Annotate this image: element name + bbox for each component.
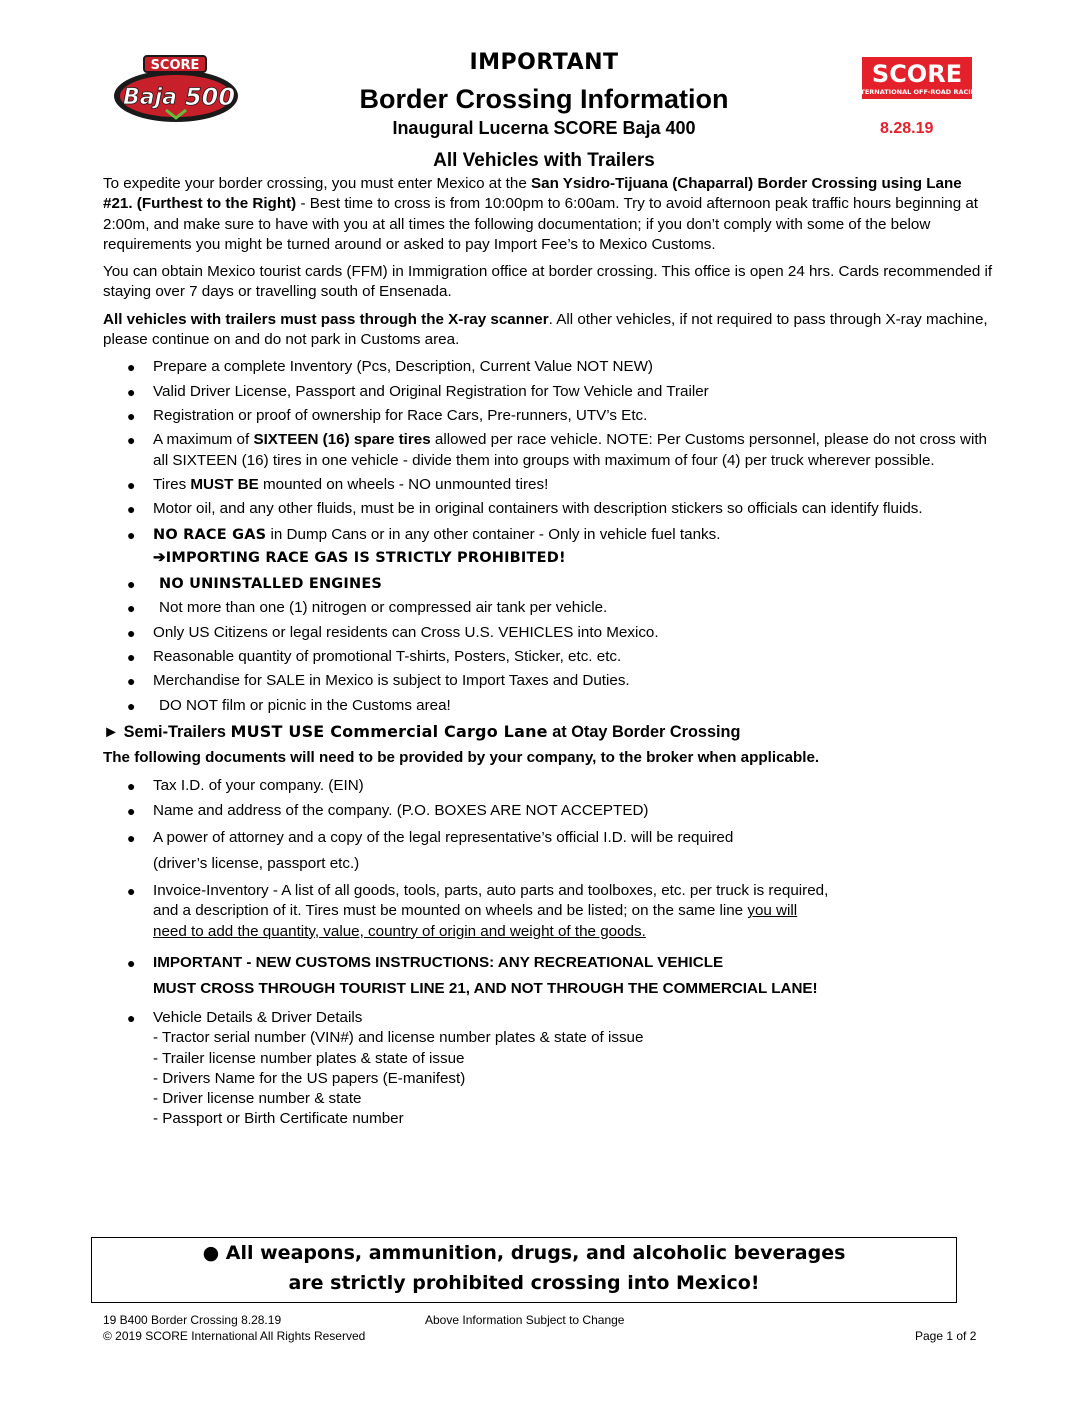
warning-line: are strictly prohibited crossing into Mexico! — [288, 1272, 760, 1294]
detail-line: - Passport or Birth Certificate number — [153, 1110, 404, 1128]
bullet-icon: ● — [127, 1009, 136, 1026]
page-title: Border Crossing Information — [359, 84, 729, 114]
list-item — [103, 499, 993, 519]
bullet-icon: ● — [127, 648, 136, 665]
list-item-text: Motor oil, and any other fluids, must be in original containers with description stickers so officials can identify fluids. — [153, 500, 923, 518]
list-item-text: in Dump Cans or in any other container - Only in vehicle fuel tanks. — [266, 526, 721, 544]
detail-line: - Driver license number & state — [153, 1090, 362, 1108]
list-item — [103, 881, 833, 942]
list-item — [103, 825, 993, 877]
bullet-icon: ● — [127, 802, 136, 819]
bullet-icon: ● — [127, 624, 136, 641]
xray-paragraph — [103, 310, 993, 351]
semi-otay: Otay Border Crossing — [571, 722, 741, 741]
list-item-text: Invoice-Inventory - A list of all goods, tools, parts, auto parts and toolboxes, etc. per truck is required, and a description of it. Tires must be mounted on wheels and be listed; on the same line — [153, 882, 829, 920]
list-item-text: mounted on wheels - NO unmounted tires! — [258, 475, 549, 493]
list-item-text: allowed per race vehicle. NOTE: Per Customs personnel, please do not cross with all SIXTEEN (16) tires in one vehicle - divide them into groups with maximum of four (4) per truck wherever possible. — [153, 431, 987, 469]
race-gas-warning — [103, 548, 993, 568]
semi-text: at — [547, 722, 572, 741]
list-item-text: Not more than one (1) nitrogen or compressed air tank per vehicle. — [159, 599, 608, 617]
bullet-icon: ● — [127, 407, 136, 424]
tourist-card-paragraph: You can obtain Mexico tourist cards (FFM) in Immigration office at border crossing. This office is open 24 hrs. Cards recommended if staying over 7 days or travelling south of Ensenada. — [103, 263, 993, 301]
list-item — [103, 430, 993, 471]
bullet-icon: ● — [127, 527, 136, 544]
list-item — [103, 776, 993, 796]
important-heading: IMPORTANT — [469, 50, 619, 75]
list-item-underlined: you will need to add the quantity, value, country of origin and weight of the goods. — [153, 902, 798, 940]
list-item — [103, 598, 993, 618]
detail-line: - Trailer license number plates & state of issue — [153, 1049, 465, 1067]
list-item-text: DO NOT film or picnic in the Customs area! — [159, 696, 451, 714]
customs-instructions: IMPORTANT - NEW CUSTOMS INSTRUCTIONS: ANY RECREATIONAL VEHICLE — [153, 953, 724, 971]
xray-requirement: All vehicles with trailers must pass through the X-ray scanner — [103, 310, 549, 328]
bullet-icon: ● — [127, 883, 136, 900]
requirements-list — [103, 357, 993, 715]
svg-text:SCORE: SCORE — [871, 60, 963, 88]
list-item — [103, 950, 993, 1002]
footer-doc-id: 19 B400 Border Crossing 8.28.19 — [103, 1313, 282, 1327]
bullet-icon: ● — [127, 697, 136, 714]
bullet-icon: ● — [127, 576, 136, 593]
list-item — [103, 696, 993, 716]
list-item-text: Name and address of the company. (P.O. BOXES ARE NOT ACCEPTED) — [153, 801, 649, 819]
list-item-text: Vehicle Details & Driver Details — [153, 1008, 363, 1026]
bullet-icon: ● — [127, 673, 136, 690]
vehicle-details — [103, 1028, 993, 1129]
semi-text: Semi-Trailers — [119, 722, 231, 741]
list-item-text: Registration or proof of ownership for Race Cars, Pre-runners, UTV’s Etc. — [153, 406, 648, 424]
list-item-text: (driver’s license, passport etc.) — [153, 855, 360, 873]
svg-text:SCORE: SCORE — [150, 58, 200, 73]
bullet-icon: ● — [127, 830, 136, 847]
footer-notice: Above Information Subject to Change — [425, 1313, 625, 1327]
intro-paragraph — [103, 174, 993, 255]
customs-instructions: MUST CROSS THROUGH TOURIST LINE 21, AND NOT THROUGH THE COMMERCIAL LANE! — [153, 979, 818, 997]
list-item — [103, 671, 993, 691]
list-item-text: A power of attorney and a copy of the legal representative’s official I.D. will be required — [153, 829, 734, 847]
arrow-right-icon: ➔ — [153, 548, 166, 566]
document-date: 8.28.19 — [880, 120, 934, 137]
list-item-emphasis: NO UNINSTALLED ENGINES — [159, 576, 383, 593]
list-item-text: Only US Citizens or legal residents can Cross U.S. VEHICLES into Mexico. — [153, 623, 659, 641]
bullet-icon: ● — [127, 359, 136, 376]
border-crossing-lane: San Ysidro-Tijuana (Chaparral) Border Crossing using Lane #21. (Furthest to the Right) — [103, 175, 962, 213]
event-name: Inaugural Lucerna SCORE Baja 400 — [392, 118, 696, 138]
svg-text:500: 500 — [184, 83, 236, 111]
list-item-text: Merchandise for SALE in Mexico is subject to Import Taxes and Duties. — [153, 672, 630, 690]
triangle-right-icon: ► — [103, 722, 120, 741]
list-item-text: Tires — [153, 475, 191, 493]
list-item — [103, 382, 993, 402]
list-item-emphasis: SIXTEEN (16) spare tires — [253, 431, 431, 449]
semi-cargo-lane: MUST USE Commercial Cargo Lane — [230, 721, 548, 741]
detail-line: - Drivers Name for the US papers (E-manifest) — [153, 1069, 466, 1087]
semi-trailer-heading — [103, 722, 993, 742]
xray-text: . All other vehicles, if not required to pass through X-ray machine, please continue on and do not park in Customs area. — [103, 310, 988, 349]
warning-line: ● All weapons, ammunition, drugs, and alcoholic beverages — [202, 1242, 846, 1264]
list-item-text: Valid Driver License, Passport and Original Registration for Tow Vehicle and Trailer — [153, 382, 709, 400]
list-item-text: Tax I.D. of your company. (EIN) — [153, 777, 364, 795]
list-item-text: A maximum of — [153, 431, 254, 449]
intro-text-cont: - Best time to cross is from 10:00pm to 6:00am. Try to avoid afternoon peak traffic hours beginning at 2:00m, and make sure to have with you at all times the following documentation; if you don’t comply with some of the below requirements you might be turned around or asked to pay Import Fee’s to Mexico Customs. — [103, 195, 979, 253]
intro-text: To expedite your border crossing, you must enter Mexico at the — [103, 175, 531, 192]
list-item-text: Reasonable quantity of promotional T-shirts, Posters, Sticker, etc. etc. — [153, 647, 622, 665]
list-item — [103, 574, 993, 594]
documents-note: The following documents will need to be provided by your company, to the broker when applicable. — [103, 749, 820, 767]
svg-text:Baja: Baja — [122, 85, 178, 110]
svg-text:INTERNATIONAL OFF-ROAD RACING: INTERNATIONAL OFF-ROAD RACING — [852, 88, 982, 96]
bullet-icon: ● — [127, 383, 136, 400]
list-item-text: Prepare a complete Inventory (Pcs, Description, Current Value NOT NEW) — [153, 358, 653, 376]
company-documents-list — [103, 776, 993, 1028]
bullet-icon: ● — [127, 778, 136, 795]
list-item-emphasis: NO RACE GAS — [153, 527, 267, 544]
list-item — [103, 801, 993, 821]
footer-copyright: © 2019 SCORE International All Rights Reserved — [103, 1329, 366, 1343]
bullet-icon: ● — [127, 432, 136, 449]
prohibited-items-box — [91, 1237, 957, 1303]
list-item — [103, 357, 993, 377]
bullet-icon: ● — [127, 476, 136, 493]
bullet-icon: ● — [127, 600, 136, 617]
detail-line: - Tractor serial number (VIN#) and license number plates & state of issue — [153, 1029, 644, 1047]
bullet-icon: ● — [127, 954, 136, 971]
list-item — [103, 1008, 993, 1028]
list-item — [103, 623, 993, 643]
bullet-icon: ● — [127, 501, 136, 518]
race-gas-prohibited: IMPORTING RACE GAS IS STRICTLY PROHIBITED! — [165, 549, 566, 566]
section-heading: All Vehicles with Trailers — [433, 150, 655, 171]
footer-page-number: Page 1 of 2 — [915, 1329, 977, 1343]
list-item — [103, 406, 993, 426]
list-item — [103, 525, 993, 545]
list-item — [103, 475, 993, 495]
document-body — [103, 174, 993, 1130]
list-item-emphasis: MUST BE — [190, 475, 259, 493]
list-item — [103, 647, 993, 667]
